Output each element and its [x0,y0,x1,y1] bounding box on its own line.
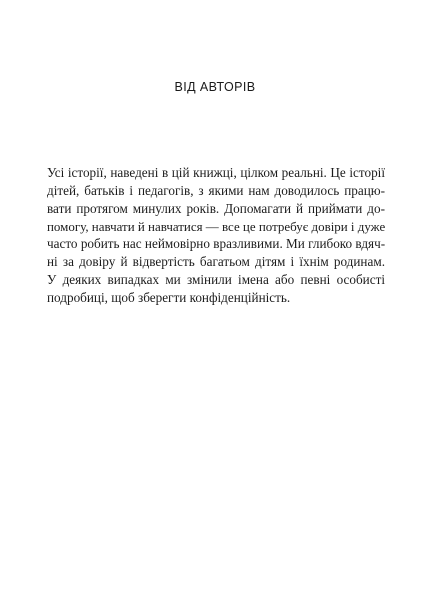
paragraph-line: У деяких випадках ми змінили імена або певні особисті [47,272,385,288]
paragraph-line: подробиці, щоб зберегти конфіденційність. [47,289,291,305]
paragraph-line: часто робить нас неймовірно вразливими. Ми глибоко вдяч- [47,236,386,252]
section-heading: ВІД АВТОРІВ [174,80,256,94]
paragraph-line: ні за довіру й відвертість багатьом дітям і їхнім родинам. [47,254,385,270]
paragraph-line: помогу, навчати й навчатися — все це потребує довіри і дуже [47,218,386,234]
paragraph-line: Усі історії, наведені в цій книжці, цілком реальні. Це історії [47,165,385,180]
paragraph-line: дітей, батьків і педагогів, з якими нам доводилось працю- [47,182,385,198]
preface-paragraph [47,164,385,307]
paragraph-line: вати протягом минулих років. Допомагати й приймати до- [47,200,385,216]
